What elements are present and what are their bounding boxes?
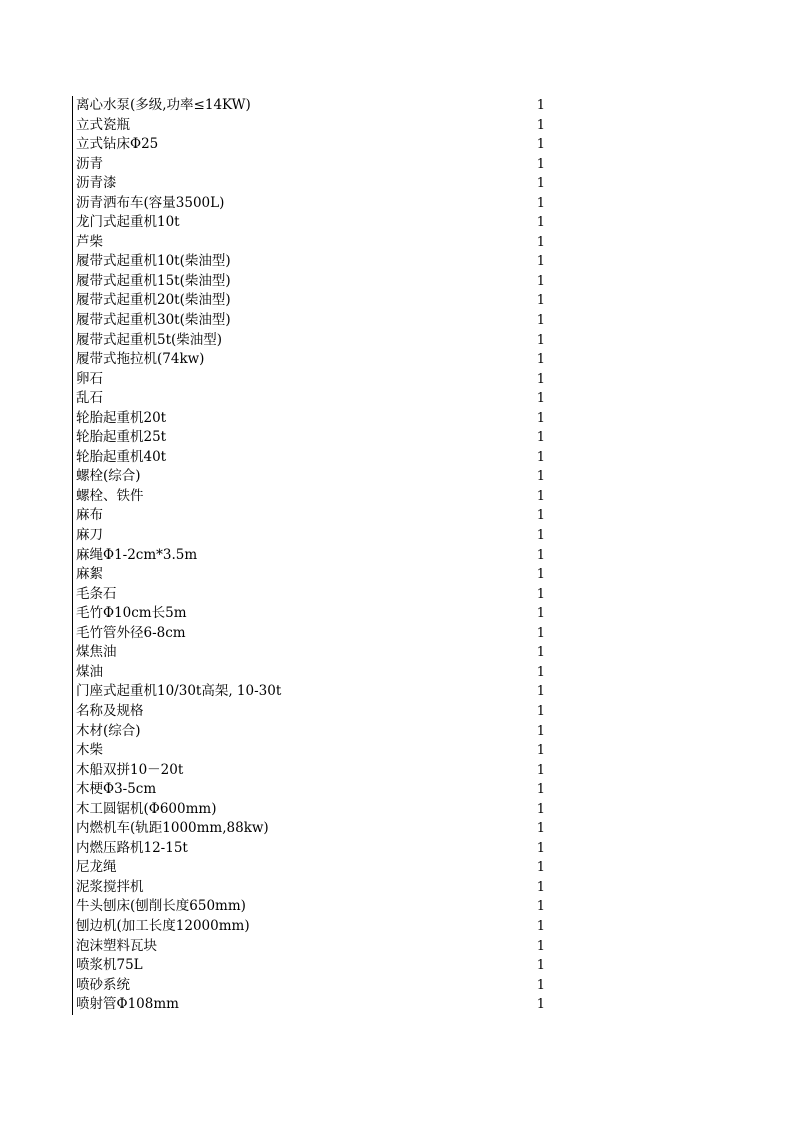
list-row: [73, 917, 553, 937]
item-name: 木工圆锯机(Φ600mm): [76, 800, 217, 817]
item-name: 轮胎起重机20t: [76, 409, 167, 426]
item-name: 喷砂系统: [76, 976, 130, 993]
item-quantity: 1: [536, 567, 545, 583]
list-row: [73, 174, 553, 194]
item-name: 履带式拖拉机(74kw): [76, 351, 205, 368]
item-quantity: 1: [536, 664, 545, 680]
item-quantity: 1: [536, 860, 545, 876]
list-row: [73, 937, 553, 957]
item-quantity: 1: [536, 821, 545, 837]
list-row: [73, 135, 553, 155]
item-quantity: 1: [536, 918, 545, 934]
list-row: [73, 331, 553, 351]
item-name: 卵石: [76, 370, 103, 387]
item-name: 麻布: [76, 507, 103, 524]
item-name: 履带式起重机10t(柴油型): [76, 253, 231, 270]
item-name: 离心水泵(多级,功率≤14KW): [76, 97, 251, 113]
item-quantity: 1: [536, 899, 545, 915]
list-row: [73, 291, 553, 311]
item-quantity: 1: [536, 156, 545, 172]
list-row: [73, 213, 553, 233]
item-quantity: 1: [536, 508, 545, 524]
item-quantity: 1: [536, 606, 545, 622]
item-quantity: 1: [536, 391, 545, 407]
item-quantity: 1: [536, 449, 545, 465]
list-row: [73, 565, 553, 585]
item-quantity: 1: [536, 176, 545, 192]
item-name: 牛头刨床(刨削长度650mm): [76, 898, 246, 915]
list-row: [73, 428, 553, 448]
list-row: [73, 702, 553, 722]
item-quantity: 1: [536, 234, 545, 250]
item-quantity: 1: [536, 743, 545, 759]
list-row: [73, 780, 553, 800]
item-name: 煤油: [76, 663, 103, 680]
list-row: [73, 858, 553, 878]
item-name: 煤焦油: [76, 644, 117, 661]
item-name: 木柴: [76, 742, 103, 759]
item-quantity: 1: [536, 762, 545, 778]
item-quantity: 1: [536, 371, 545, 387]
item-name: 尼龙绳: [76, 859, 117, 876]
item-quantity: 1: [536, 293, 545, 309]
list-row: [73, 546, 553, 566]
item-quantity: 1: [536, 469, 545, 485]
item-quantity: 1: [536, 625, 545, 641]
list-row: [73, 311, 553, 331]
list-row: [73, 604, 553, 624]
list-row: [73, 350, 553, 370]
list-row: [73, 233, 553, 253]
list-row: [73, 722, 553, 742]
item-quantity: 1: [536, 801, 545, 817]
list-row: [73, 389, 553, 409]
item-name: 木材(综合): [76, 722, 141, 739]
item-name: 毛竹Φ10cm长5m: [76, 605, 187, 622]
item-quantity: 1: [536, 938, 545, 954]
item-quantity: 1: [536, 547, 545, 563]
item-name: 喷射管Φ108mm: [76, 996, 179, 1013]
list-row: [73, 741, 553, 761]
item-name: 芦柴: [76, 233, 103, 250]
material-list: [72, 96, 553, 1015]
item-name: 内燃压路机12-15t: [76, 839, 188, 856]
item-name: 乱石: [76, 390, 103, 407]
item-name: 轮胎起重机25t: [76, 429, 167, 446]
item-quantity: 1: [536, 488, 545, 504]
list-row: [73, 624, 553, 644]
item-name: 刨边机(加工长度12000mm): [76, 917, 250, 934]
item-name: 喷浆机75L: [76, 957, 143, 974]
list-row: [73, 155, 553, 175]
item-quantity: 1: [536, 528, 545, 544]
item-quantity: 1: [536, 997, 545, 1013]
item-name: 毛条石: [76, 585, 117, 602]
item-quantity: 1: [536, 586, 545, 602]
list-row: [73, 878, 553, 898]
list-row: [73, 409, 553, 429]
item-quantity: 1: [536, 273, 545, 289]
list-row: [73, 448, 553, 468]
item-name: 麻绳Φ1-2cm*3.5m: [76, 546, 198, 563]
item-name: 木船双拼10－20t: [76, 761, 184, 778]
item-name: 履带式起重机15t(柴油型): [76, 272, 231, 289]
item-quantity: 1: [536, 977, 545, 993]
item-quantity: 1: [536, 645, 545, 661]
list-row: [73, 682, 553, 702]
list-row: [73, 761, 553, 781]
item-quantity: 1: [536, 332, 545, 348]
list-row: [73, 96, 553, 116]
item-quantity: 1: [536, 254, 545, 270]
item-quantity: 1: [536, 137, 545, 153]
item-name: 轮胎起重机40t: [76, 448, 167, 465]
item-name: 立式瓷瓶: [76, 116, 130, 133]
list-row: [73, 976, 553, 996]
list-row: [73, 467, 553, 487]
item-name: 名称及规格: [76, 702, 144, 719]
item-quantity: 1: [536, 879, 545, 895]
item-quantity: 1: [536, 430, 545, 446]
item-name: 螺栓、铁件: [76, 487, 144, 504]
list-row: [73, 272, 553, 292]
item-quantity: 1: [536, 352, 545, 368]
list-row: [73, 116, 553, 136]
item-name: 履带式起重机5t(柴油型): [76, 331, 223, 348]
item-name: 泡沫塑料瓦块: [76, 937, 157, 954]
item-name: 龙门式起重机10t: [76, 214, 180, 231]
item-name: 毛竹管外径6-8cm: [76, 624, 186, 641]
list-row: [73, 819, 553, 839]
list-row: [73, 839, 553, 859]
list-row: [73, 956, 553, 976]
item-quantity: 1: [536, 723, 545, 739]
list-row: [73, 526, 553, 546]
list-row: [73, 995, 553, 1015]
item-quantity: 1: [536, 313, 545, 329]
item-name: 履带式起重机30t(柴油型): [76, 312, 231, 329]
list-row: [73, 370, 553, 390]
item-name: 履带式起重机20t(柴油型): [76, 292, 231, 309]
item-quantity: 1: [536, 98, 545, 113]
item-name: 螺栓(综合): [76, 468, 141, 485]
item-name: 沥青: [76, 155, 103, 172]
list-row: [73, 897, 553, 917]
item-quantity: 1: [536, 782, 545, 798]
list-row: [73, 643, 553, 663]
list-row: [73, 194, 553, 214]
item-quantity: 1: [536, 684, 545, 700]
list-row: [73, 487, 553, 507]
item-quantity: 1: [536, 703, 545, 719]
item-quantity: 1: [536, 215, 545, 231]
item-quantity: 1: [536, 958, 545, 974]
list-row: [73, 800, 553, 820]
list-row: [73, 663, 553, 683]
item-quantity: 1: [536, 410, 545, 426]
list-row: [73, 585, 553, 605]
item-name: 木梗Φ3-5cm: [76, 781, 157, 798]
item-name: 门座式起重机10/30t高架, 10-30t: [76, 683, 282, 700]
item-quantity: 1: [536, 840, 545, 856]
item-name: 内燃机车(轨距1000mm,88kw): [76, 820, 269, 837]
item-name: 麻刀: [76, 527, 103, 544]
item-quantity: 1: [536, 195, 545, 211]
item-name: 沥青洒布车(容量3500L): [76, 194, 225, 211]
list-row: [73, 252, 553, 272]
item-name: 沥青漆: [76, 175, 117, 192]
item-quantity: 1: [536, 117, 545, 133]
item-name: 麻絮: [76, 566, 103, 583]
item-name: 泥浆搅拌机: [76, 878, 144, 895]
list-row: [73, 506, 553, 526]
item-name: 立式钻床Φ25: [76, 136, 159, 153]
